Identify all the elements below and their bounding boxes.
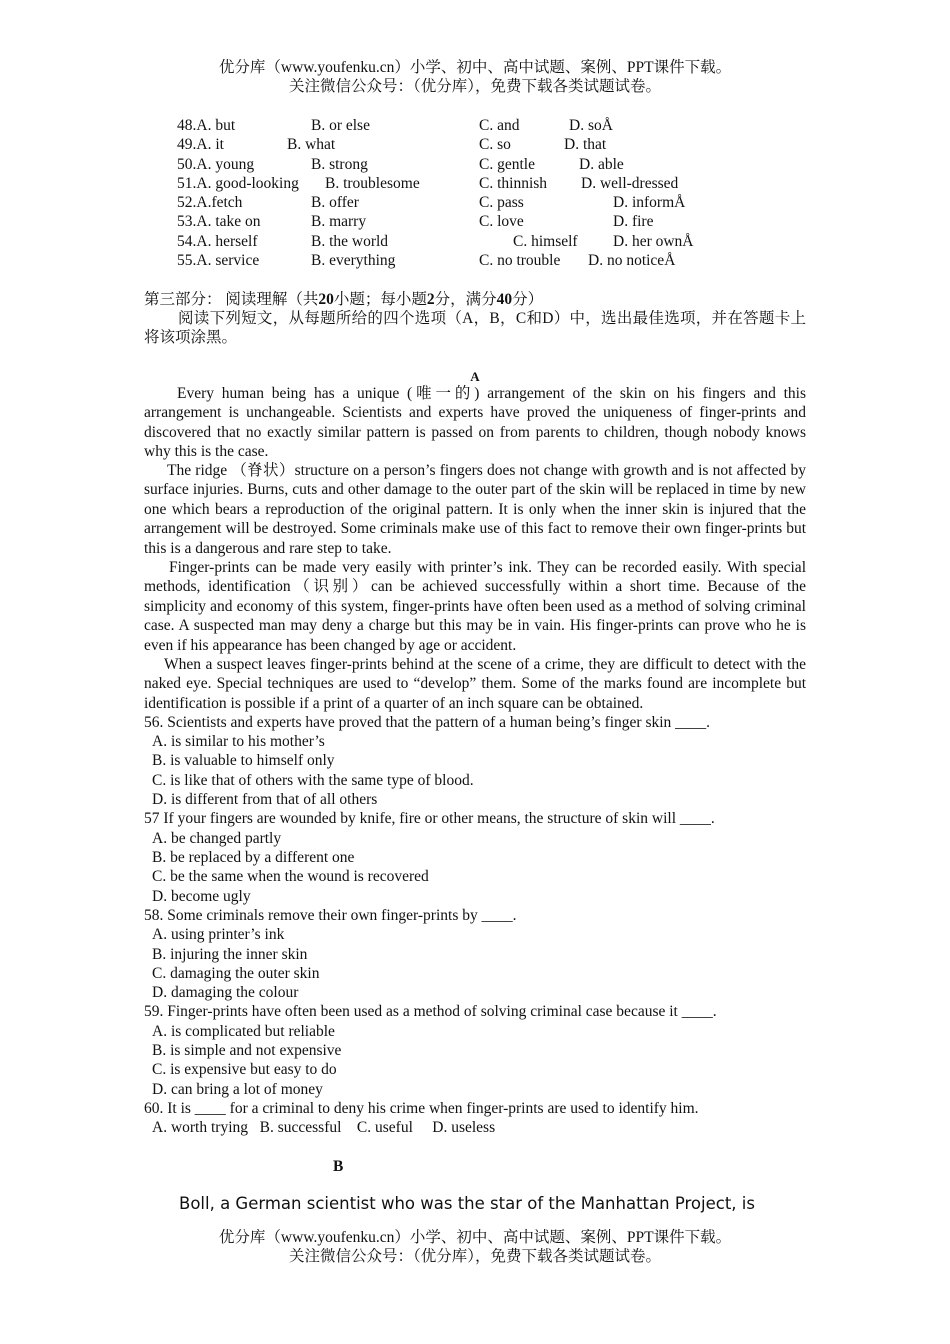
option-54-a: 54.A. herself [177, 233, 258, 250]
option-53-c: C. love [479, 213, 524, 230]
option-52-d: D. informÅ [613, 194, 686, 211]
footer-line-1: 优分库（www.youfenku.cn）小学、初中、高中试题、案例、PPT课件下载。 [218, 1229, 732, 1246]
option-49-c: C. so [479, 136, 511, 153]
option-55-a: 55.A. service [177, 252, 260, 269]
question-56-option-a: A. is similar to his mother’s [152, 733, 325, 750]
option-51-c: C. thinnish [479, 175, 548, 192]
option-49-a: 49.A. it [177, 136, 224, 153]
question-58-option-c: C. damaging the outer skin [152, 965, 320, 982]
section-heading: 第三部分： 阅读理解（共20小题；每小题2分，满分40分） [144, 291, 544, 308]
option-53-a: 53.A. take on [177, 213, 261, 230]
option-48-d: D. soÅ [569, 117, 613, 134]
option-54-c: C. himself [513, 233, 578, 250]
passage-a-paragraph-1: Every human being has a unique (唯一的) arrangement of the skin on his fingers and this arrangement is unchangeable. Scientists and experts have proved the uniqueness of finger-prints and discovered that no exactly similar pattern is passed on from parents to children, though nobody knows why this is the case. [144, 385, 806, 461]
option-49-b: B. what [287, 136, 336, 153]
question-57-option-b: B. be replaced by a different one [152, 849, 355, 866]
passage-a-paragraph-4: When a suspect leaves finger-prints behind at the scene of a crime, they are difficult to detect with the naked eye. Special techniques are used to “develop” them. Some of the marks found are incomplete but identification is possible if a print of a quarter of an inch square can be obtained. [144, 656, 806, 712]
passage-a-paragraph-3: Finger-prints can be made very easily with printer’s ink. They can be recorded easily. With special methods, identification（识别）can be achieved successfully within a short time. Because of the simplicity and economy of this system, finger-prints have often been used as a method of solving criminal case. A suspected man may deny a charge but this may be in vain. His finger-prints can prove who he is even if his appearance has been changed by age or accident. [144, 559, 806, 654]
question-59-option-b: B. is simple and not expensive [152, 1042, 342, 1059]
option-53-d: D. fire [613, 213, 654, 230]
option-48-a: 48.A. but [177, 117, 236, 134]
option-52-c: C. pass [479, 194, 524, 211]
passage-a-label: A [470, 369, 480, 384]
question-59-option-c: C. is expensive but easy to do [152, 1061, 337, 1078]
question-59-option-d: D. can bring a lot of money [152, 1081, 323, 1098]
option-49-d: D. that [564, 136, 607, 153]
option-55-b: B. everything [311, 252, 396, 269]
question-58-stem: 58. Some criminals remove their own finger-prints by ____. [144, 907, 517, 924]
section-instruction: 阅读下列短文，从每题所给的四个选项（A，B，C和D）中，选出最佳选项，并在答题卡上将该项涂黑。 [144, 310, 806, 347]
option-55-d: D. no noticeÅ [588, 252, 676, 269]
question-60-options: A. worth trying B. successful C. useful D. useless [152, 1119, 496, 1136]
option-48-b: B. or else [311, 117, 370, 134]
option-52-b: B. offer [311, 194, 359, 211]
question-57-option-d: D. become ugly [152, 888, 251, 905]
question-57-option-a: A. be changed partly [152, 830, 282, 847]
option-51-a: 51.A. good-looking [177, 175, 299, 192]
option-54-d: D. her ownÅ [613, 233, 694, 250]
passage-a-paragraph-2: The ridge （脊状）structure on a person’s fingers does not change with growth and is not affected by surface injuries. Burns, cuts and other damage to the outer part of the skin will be replaced in time by new one which bears a reproduction of the original pattern. It is only when the inner skin is injured that the arrangement will be destroyed. Some criminals make use of this fact to remove their own finger-prints but this is a dangerous and rare step to take. [144, 462, 806, 557]
option-48-c: C. and [479, 117, 520, 134]
option-50-c: C. gentle [479, 156, 535, 173]
question-56-option-b: B. is valuable to himself only [152, 752, 335, 769]
option-52-a: 52.A.fetch [177, 194, 243, 211]
question-56-option-d: D. is different from that of all others [152, 791, 378, 808]
option-53-b: B. marry [311, 213, 367, 230]
header-line-2: 关注微信公众号：（优分库），免费下载各类试题试卷。 [288, 78, 661, 95]
option-54-b: B. the world [311, 233, 389, 250]
question-57-option-c: C. be the same when the wound is recovered [152, 868, 429, 885]
passage-b-label: B [333, 1158, 344, 1175]
question-58-option-d: D. damaging the colour [152, 984, 299, 1001]
option-55-c: C. no trouble [479, 252, 561, 269]
option-50-b: B. strong [311, 156, 368, 173]
question-59-option-a: A. is complicated but reliable [152, 1023, 335, 1040]
question-56-option-c: C. is like that of others with the same type of blood. [152, 772, 474, 789]
option-51-b: B. troublesome [325, 175, 420, 192]
option-50-d: D. able [579, 156, 624, 173]
question-59-stem: 59. Finger-prints have often been used as a method of solving criminal case because it ____. [144, 1003, 717, 1020]
question-57-stem: 57 If your fingers are wounded by knife, fire or other means, the structure of skin will ____. [144, 810, 715, 827]
question-58-option-a: A. using printer’s ink [152, 926, 285, 943]
question-56-stem: 56. Scientists and experts have proved that the pattern of a human being’s finger skin ____. [144, 714, 711, 731]
option-50-a: 50.A. young [177, 156, 255, 173]
footer-line-2: 关注微信公众号：（优分库），免费下载各类试题试卷。 [288, 1248, 661, 1265]
passage-b-first-line: Boll, a German scientist who was the star of the Manhattan Project, is [179, 1194, 755, 1213]
option-51-d: D. well-dressed [581, 175, 679, 192]
question-58-option-b: B. injuring the inner skin [152, 946, 308, 963]
question-60-stem: 60. It is ____ for a criminal to deny his crime when finger-prints are used to identify him. [144, 1100, 699, 1117]
header-line-1: 优分库（www.youfenku.cn）小学、初中、高中试题、案例、PPT课件下载。 [218, 59, 732, 76]
